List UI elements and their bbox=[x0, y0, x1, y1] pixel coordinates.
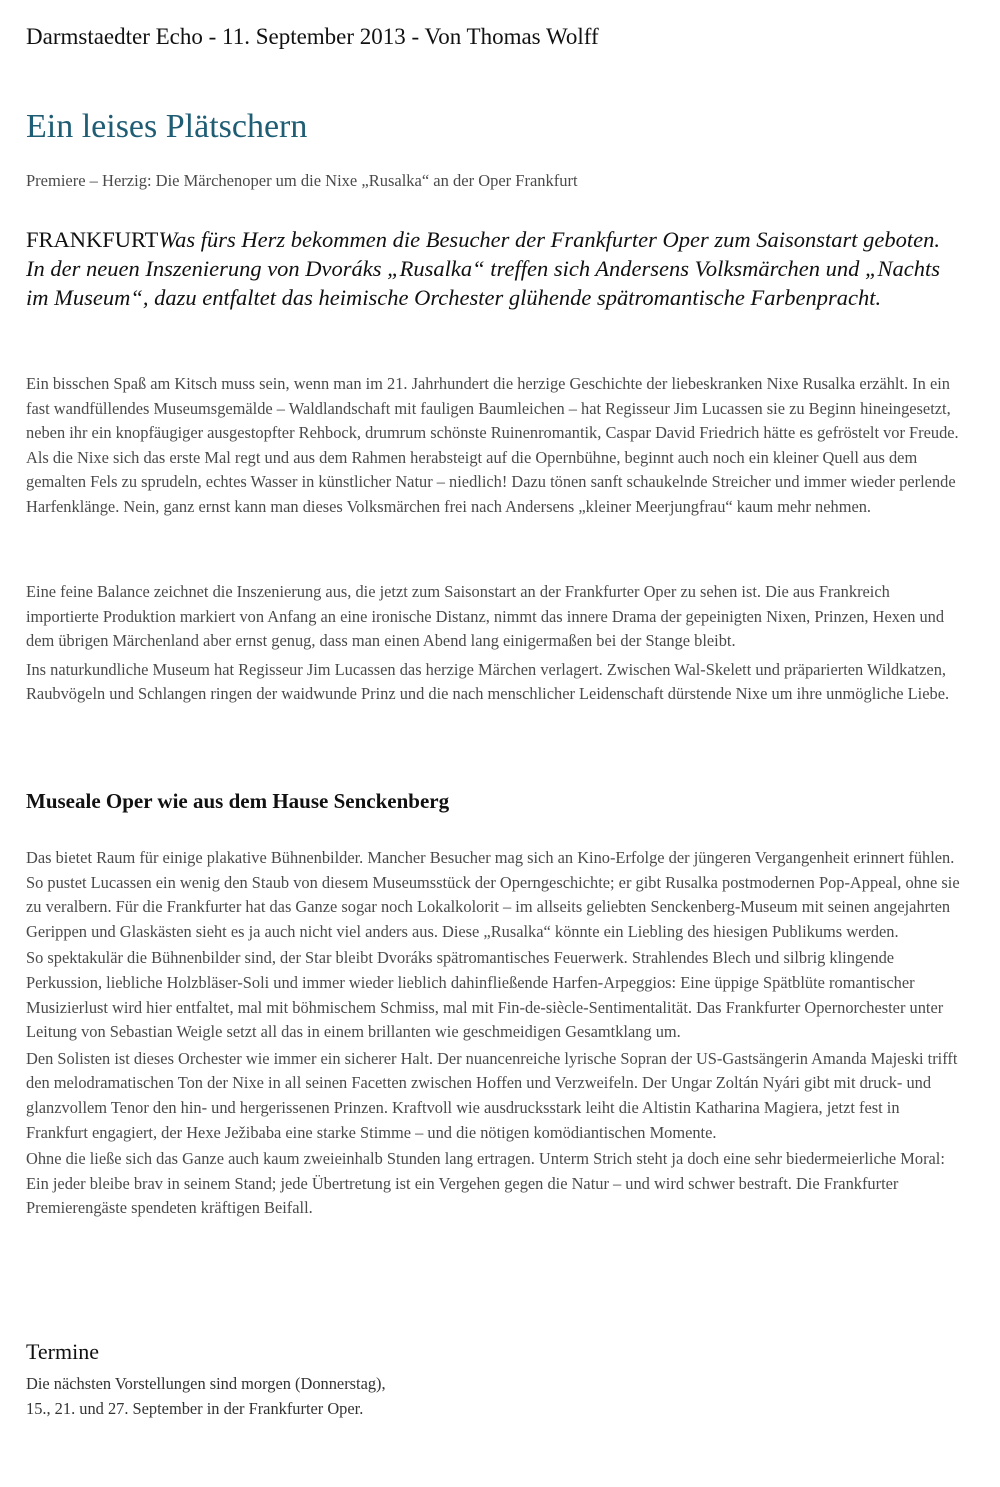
termine-line: Die nächsten Vorstellungen sind morgen (Donnerstag), bbox=[26, 1374, 386, 1393]
body-paragraph: Den Solisten ist dieses Orchester wie immer ein sicherer Halt. Der nuancenreiche lyrische Sopran der US-Gastsängerin Amanda Majeski trifft den melodramatischen Ton der Nixe in all seinen Facetten zwischen Hoffen und Verzweifeln. Der Ungar Zoltán Nyári gibt mit druck- und glanzvollem Tenor den hin- und hergerissenen Prinzen. Kraftvoll wie ausdrucksstark leiht die Altistin Katharina Magiera, jetzt fest in Frankfurt engagiert, der Hexe Ježibaba eine starke Stimme – und die nötigen komödiantischen Momente. bbox=[26, 1048, 958, 1142]
paragraph-block-1 bbox=[26, 372, 962, 520]
body-paragraph: Eine feine Balance zeichnet die Inszenierung aus, die jetzt zum Saisonstart an der Frankfurter Oper zu sehen ist. Die aus Frankreich importierte Produktion markiert von Anfang an eine ironische Distanz, nimmt das innere Drama der gepeinigten Nixen, Prinzen, Hexen und dem übrigen Märchenland aber ernst genug, dass man einen Abend lang einigermaßen bei der Stange bleibt. bbox=[26, 582, 945, 651]
body-paragraph: Ein bisschen Spaß am Kitsch muss sein, wenn man im 21. Jahrhundert die herzige Geschichte der liebeskranken Nixe Rusalka erzählt. In ein fast wandfüllendes Museumsgemälde – Waldlandschaft mit fauligen Baumleichen – hat Regisseur Jim Lucassen sie zu Beginn hineingesetzt, neben ihr ein knopfäugiger ausgestopfter Rehbock, drumrum schönste Ruinenromantik, Caspar David Friedrich hätte es gefröstelt vor Freude. Als die Nixe sich das erste Mal regt und aus dem Rahmen herabsteigt auf die Opernbühne, beginnt auch noch ein kleiner Quell aus dem gemalten Fels zu sprudeln, echtes Wasser in künstlicher Natur – niedlich! Dazu tönen sanft schaukelnde Streicher und immer wieder perlende Harfenklänge. Nein, ganz ernst kann man dieses Volksmärchen frei nach Andersens „kleiner Meerjungfrau“ kaum mehr nehmen. bbox=[26, 374, 959, 516]
body-paragraph: Ohne die ließe sich das Ganze auch kaum zweieinhalb Stunden lang ertragen. Unterm Strich steht ja doch eine sehr biedermeierliche Moral: Ein jeder bleibe brav in seinem Stand; jede Übertretung ist ein Vergehen gegen die Natur – und wird schwer bestraft. Die Frankfurter Premierengäste spendeten kräftigen Beifall. bbox=[26, 1149, 945, 1218]
section-heading: Museale Oper wie aus dem Hause Senckenberg bbox=[26, 789, 450, 813]
termine-line: 15., 21. und 27. September in der Frankfurter Oper. bbox=[26, 1398, 364, 1418]
termine-heading: Termine bbox=[26, 1339, 99, 1364]
termine-text bbox=[26, 1372, 386, 1421]
lead-text: Was fürs Herz bekommen die Besucher der Frankfurter Oper zum Saisonstart geboten. In der neuen Inszenierung von Dvoráks „Rusalka“ treffen sich Andersens Volksmärchen und „Nachts im Museum“, dazu entfaltet das heimische Orchester glühende spätromantische Farbenpracht. bbox=[26, 227, 941, 310]
source-line: Darmstaedter Echo - 11. September 2013 - Von Thomas Wolff bbox=[26, 24, 599, 49]
body-paragraph: Das bietet Raum für einige plakative Bühnenbilder. Mancher Besucher mag sich an Kino-Erfolge der jüngeren Vergangenheit erinnert fühlen. So pustet Lucassen ein wenig den Staub von diesem Museumsstück der Operngeschichte; er gibt Rusalka postmodernen Pop-Appeal, ohne sie zu veralbern. Für die Frankfurter hat das Ganze sogar noch Lokalkolorit – im allseits geliebten Senckenberg-Museum mit seinen angejahrten Gerippen und Glaskästen sieht es ja auch nicht viel anders aus. Diese „Rusalka“ könnte ein Liebling des hiesigen Publikums werden. bbox=[26, 848, 960, 941]
paragraph-block-3 bbox=[26, 846, 962, 1221]
article-headline: Ein leises Plätschern bbox=[26, 108, 308, 145]
body-paragraph: So spektakulär die Bühnenbilder sind, der Star bleibt Dvoráks spätromantisches Feuerwerk. Strahlendes Blech und silbrig klingende Perkussion, liebliche Holzbläser-Soli und immer wieder lieblich dahinfließende Harfen-Arpeggios: Eine üppige Spätblüte romantischer Musizierlust wird hier entfaltet, mal mit böhmischem Schmiss, mal mit Fin-de-siècle-Sentimentalität. Das Frankfurter Opernorchester unter Leitung von Sebastian Weigle setzt all das in einem brillanten wie geschmeidigen Gesamtklang um. bbox=[26, 948, 944, 1042]
article-lead bbox=[26, 225, 962, 312]
lead-dateline: FRANKFURT bbox=[26, 227, 159, 252]
article-subheadline: Premiere – Herzig: Die Märchenoper um die Nixe „Rusalka“ an der Oper Frankfurt bbox=[26, 171, 578, 190]
body-paragraph: Ins naturkundliche Museum hat Regisseur Jim Lucassen das herzige Märchen verlagert. Zwischen Wal-Skelett und präparierten Wildkatzen, Raubvögeln und Schlangen ringen der waidwunde Prinz und die nach menschlicher Leidenschaft dürstende Nixe um ihre unmögliche Liebe. bbox=[26, 659, 950, 704]
paragraph-block-2 bbox=[26, 580, 962, 707]
